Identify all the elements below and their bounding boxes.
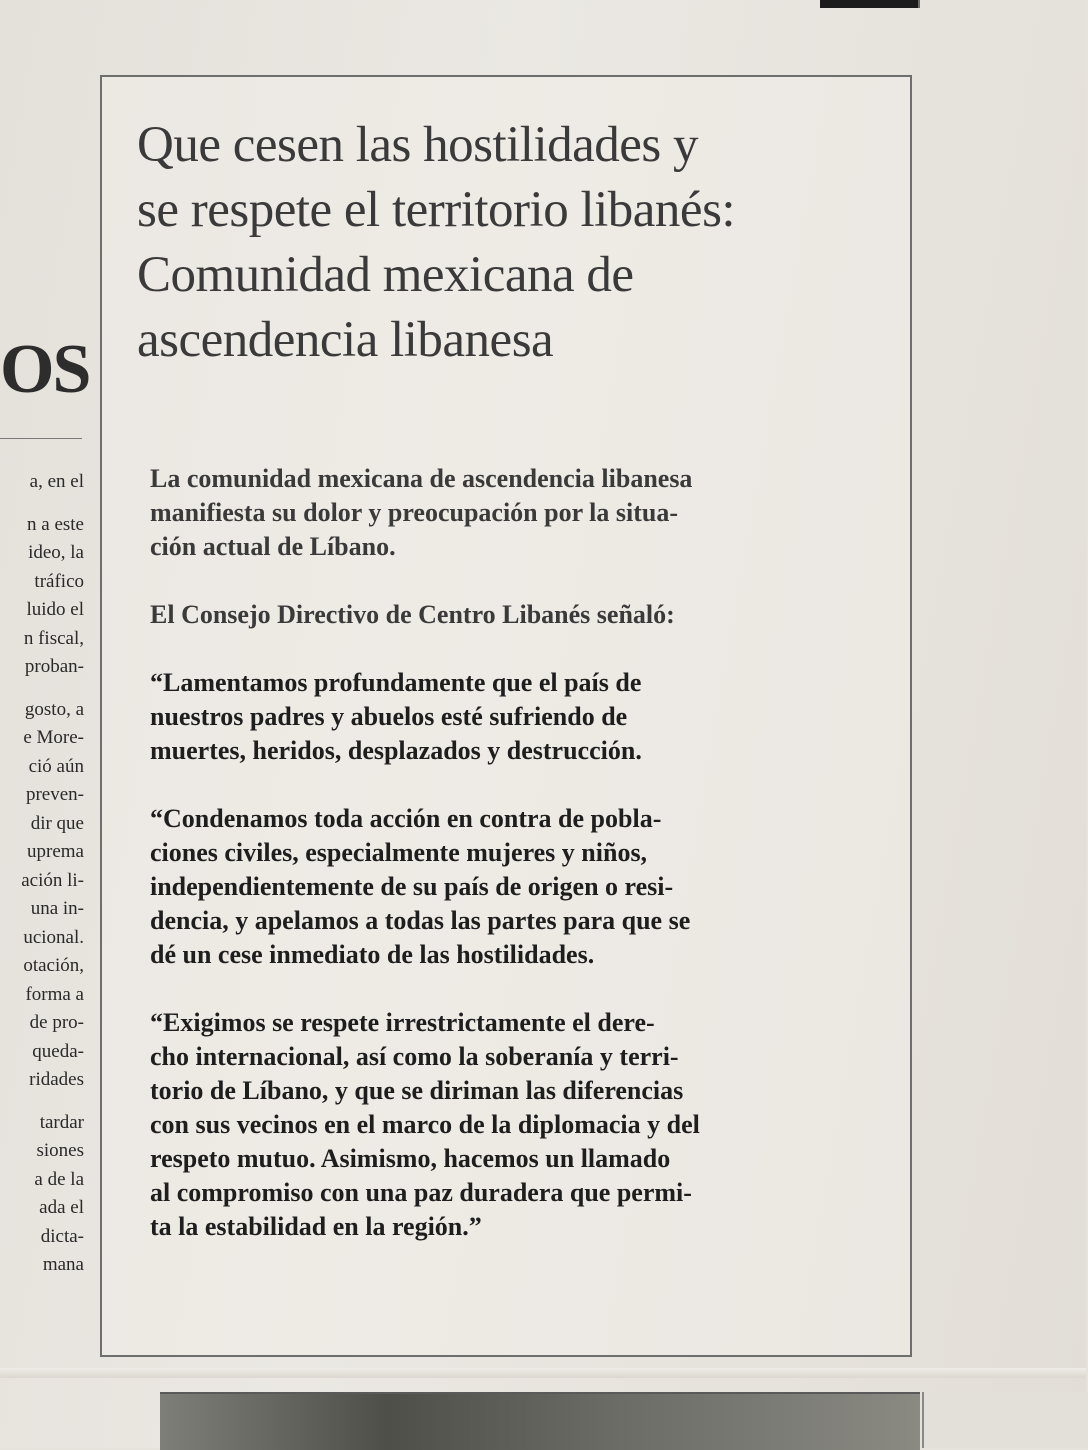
headline-line: se respete el territorio libanés: xyxy=(137,182,736,238)
adjacent-line: queda- xyxy=(32,1040,84,1062)
adjacent-line: ada el xyxy=(39,1197,84,1218)
article-body xyxy=(150,462,890,1278)
adjacent-line: e More- xyxy=(23,727,84,748)
adjacent-line: ucional. xyxy=(23,926,84,948)
body-line: La comunidad mexicana de ascendencia libanesa xyxy=(150,464,693,493)
adjacent-line: a de la xyxy=(34,1168,84,1190)
bottom-page-fold xyxy=(0,1368,1086,1378)
adjacent-line: gosto, a xyxy=(24,698,84,720)
article-headline xyxy=(137,113,897,373)
quote-paragraph-1 xyxy=(150,666,890,768)
quote-paragraph-3 xyxy=(150,1006,890,1244)
adjacent-line: luido el xyxy=(26,599,84,620)
statement-intro-paragraph xyxy=(150,598,890,632)
adjacent-headline-fragment: OS xyxy=(0,331,90,408)
adjacent-line: n a este xyxy=(27,513,84,535)
adjacent-line: a, en el xyxy=(29,471,84,492)
adjacent-line: ideo, la xyxy=(28,542,84,563)
quote-paragraph-2 xyxy=(150,802,890,972)
adjacent-line: de pro- xyxy=(29,1012,84,1033)
adjacent-column-text xyxy=(0,468,84,1280)
top-column-rule xyxy=(918,0,920,8)
body-line: “Condenamos toda acción en contra de pobla- xyxy=(150,804,662,833)
adjacent-line: mana xyxy=(42,1254,84,1275)
body-line: ción actual de Líbano. xyxy=(150,532,396,561)
adjacent-line: forma a xyxy=(25,983,84,1005)
body-line: cho internacional, así como la soberanía y terri- xyxy=(150,1042,679,1071)
adjacent-line: dicta- xyxy=(40,1225,84,1247)
body-line: muertes, heridos, desplazados y destrucción. xyxy=(150,736,642,765)
bottom-photo xyxy=(160,1392,920,1450)
body-line: “Exigimos se respete irrestrictamente el dere- xyxy=(150,1008,655,1037)
headline-line: Comunidad mexicana de xyxy=(137,247,634,303)
headline-line: ascendencia libanesa xyxy=(137,312,554,368)
body-line: respeto mutuo. Asimismo, hacemos un llamado xyxy=(150,1144,671,1173)
body-line: nuestros padres y abuelos esté sufriendo de xyxy=(150,702,628,731)
adjacent-line: tráfico xyxy=(34,570,84,592)
body-line: ta la estabilidad en la región.” xyxy=(150,1212,482,1241)
body-line: torio de Líbano, y que se diriman las diferencias xyxy=(150,1076,684,1105)
adjacent-line: uprema xyxy=(27,841,84,862)
body-line: dé un cese inmediato de las hostilidades. xyxy=(150,940,595,969)
body-line: manifiesta su dolor y preocupación por la situa- xyxy=(150,498,678,527)
adjacent-line: otación, xyxy=(23,955,84,976)
body-line: al compromiso con una paz duradera que permi- xyxy=(150,1178,692,1207)
adjacent-line: siones xyxy=(36,1140,84,1161)
adjacent-line: ridades xyxy=(29,1069,84,1090)
headline-line: Que cesen las hostilidades y xyxy=(137,117,699,173)
body-line: “Lamentamos profundamente que el país de xyxy=(150,668,642,697)
bottom-right-panel xyxy=(922,1392,1088,1448)
adjacent-line: n fiscal, xyxy=(23,627,84,649)
top-dark-band xyxy=(820,0,920,8)
body-line: dencia, y apelamos a todas las partes para que se xyxy=(150,906,691,935)
body-line: El Consejo Directivo de Centro Libanés señaló: xyxy=(150,600,675,629)
body-line: con sus vecinos en el marco de la diplomacia y del xyxy=(150,1110,700,1139)
adjacent-line: proban- xyxy=(24,656,84,677)
adjacent-line: tardar xyxy=(39,1111,84,1133)
intro-paragraph xyxy=(150,462,890,564)
adjacent-column-rule xyxy=(0,438,82,439)
adjacent-line: una in- xyxy=(30,898,84,919)
adjacent-line: dir que xyxy=(30,812,84,834)
adjacent-line: preven- xyxy=(25,784,84,805)
adjacent-line: ación li- xyxy=(21,869,84,891)
body-line: ciones civiles, especialmente mujeres y niños, xyxy=(150,838,648,867)
body-line: independientemente de su país de origen o resi- xyxy=(150,872,674,901)
adjacent-line: ció aún xyxy=(28,755,84,777)
